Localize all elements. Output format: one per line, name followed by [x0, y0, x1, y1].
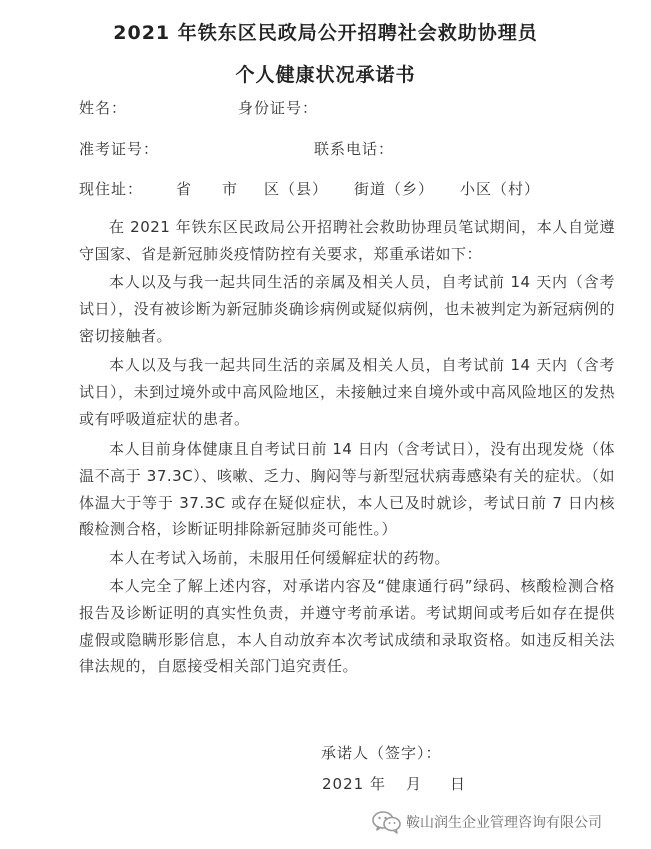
- id-number-field-label: 身份证号：: [238, 99, 319, 117]
- city-label: 市: [222, 180, 239, 198]
- date-year: 2021 年: [322, 775, 386, 793]
- date-month: 月: [406, 775, 423, 793]
- name-field-label: 姓名：: [79, 99, 128, 117]
- signer-label: 承诺人（签字）：: [321, 744, 442, 762]
- paragraph-commitment-5: 本人完全了解上述内容，对承诺内容及“健康通行码”绿码、核酸检测合格报告及诊断证明的真实性负责，并遵守考前承诺。考试期间或考后如存在提供虚假或隐瞒形影信息，本人自动放弃本次考试成绩和录取资格。如违反相关法律法规的，自愿接受相关部门追究责任。: [79, 577, 615, 676]
- province-label: 省: [176, 180, 193, 198]
- address-label: 现住址：: [79, 180, 144, 198]
- paragraph-commitment-4: 本人在考试入场前，未服用任何缓解症状的药物。: [109, 549, 451, 567]
- community-label: 小区（村）: [460, 180, 541, 198]
- district-label: 区（县）: [264, 180, 329, 198]
- document-title: 2021 年铁东区民政局公开招聘社会救助协理员: [113, 22, 538, 44]
- street-label: 街道（乡）: [354, 180, 435, 198]
- paragraph-intro: 在 2021 年铁东区民政局公开招聘社会救助协理员笔试期间，本人自觉遵守国家、省是新冠肺炎疫情防控有关要求，郑重承诺如下：: [79, 218, 615, 263]
- paragraph-commitment-2: 本人以及与我一起共同生活的亲属及相关人员，自考试前 14 天内（含考试日），未到过境外或中高风险地区，未接触过来自境外或中高风险地区的发热或有呼吸道症状的患者。: [79, 356, 615, 428]
- paragraph-commitment-1: 本人以及与我一起共同生活的亲属及相关人员，自考试前 14 天内（含考试日），没有被诊断为新冠肺炎确诊病例或疑似病例，也未被判定为新冠病例的密切接触者。: [79, 273, 615, 345]
- watermark-text: 鞍山润生企业管理咨询有限公司: [406, 815, 602, 831]
- phone-field-label: 联系电话：: [314, 140, 395, 158]
- paragraph-commitment-3: 本人目前身体健康且自考试日前 14 日内（含考试日），没有出现发烧（体温不高于 37.3C）、咳嗽、乏力、胸闷等与新型冠状病毒感染有关的症状。（如体温大于等于 37.3C 或存在疑似症状，本人已及时就诊，考试日前 7 日内核酸检测合格，诊断证明排除新冠肺炎可能性。）: [79, 440, 615, 539]
- watermark: [372, 808, 602, 836]
- address-row: [0, 178, 651, 200]
- exam-number-field-label: 准考证号：: [79, 140, 160, 158]
- document-subtitle: 个人健康状况承诺书: [235, 64, 416, 86]
- date-day: 日: [450, 775, 467, 793]
- wechat-icon: [372, 810, 402, 834]
